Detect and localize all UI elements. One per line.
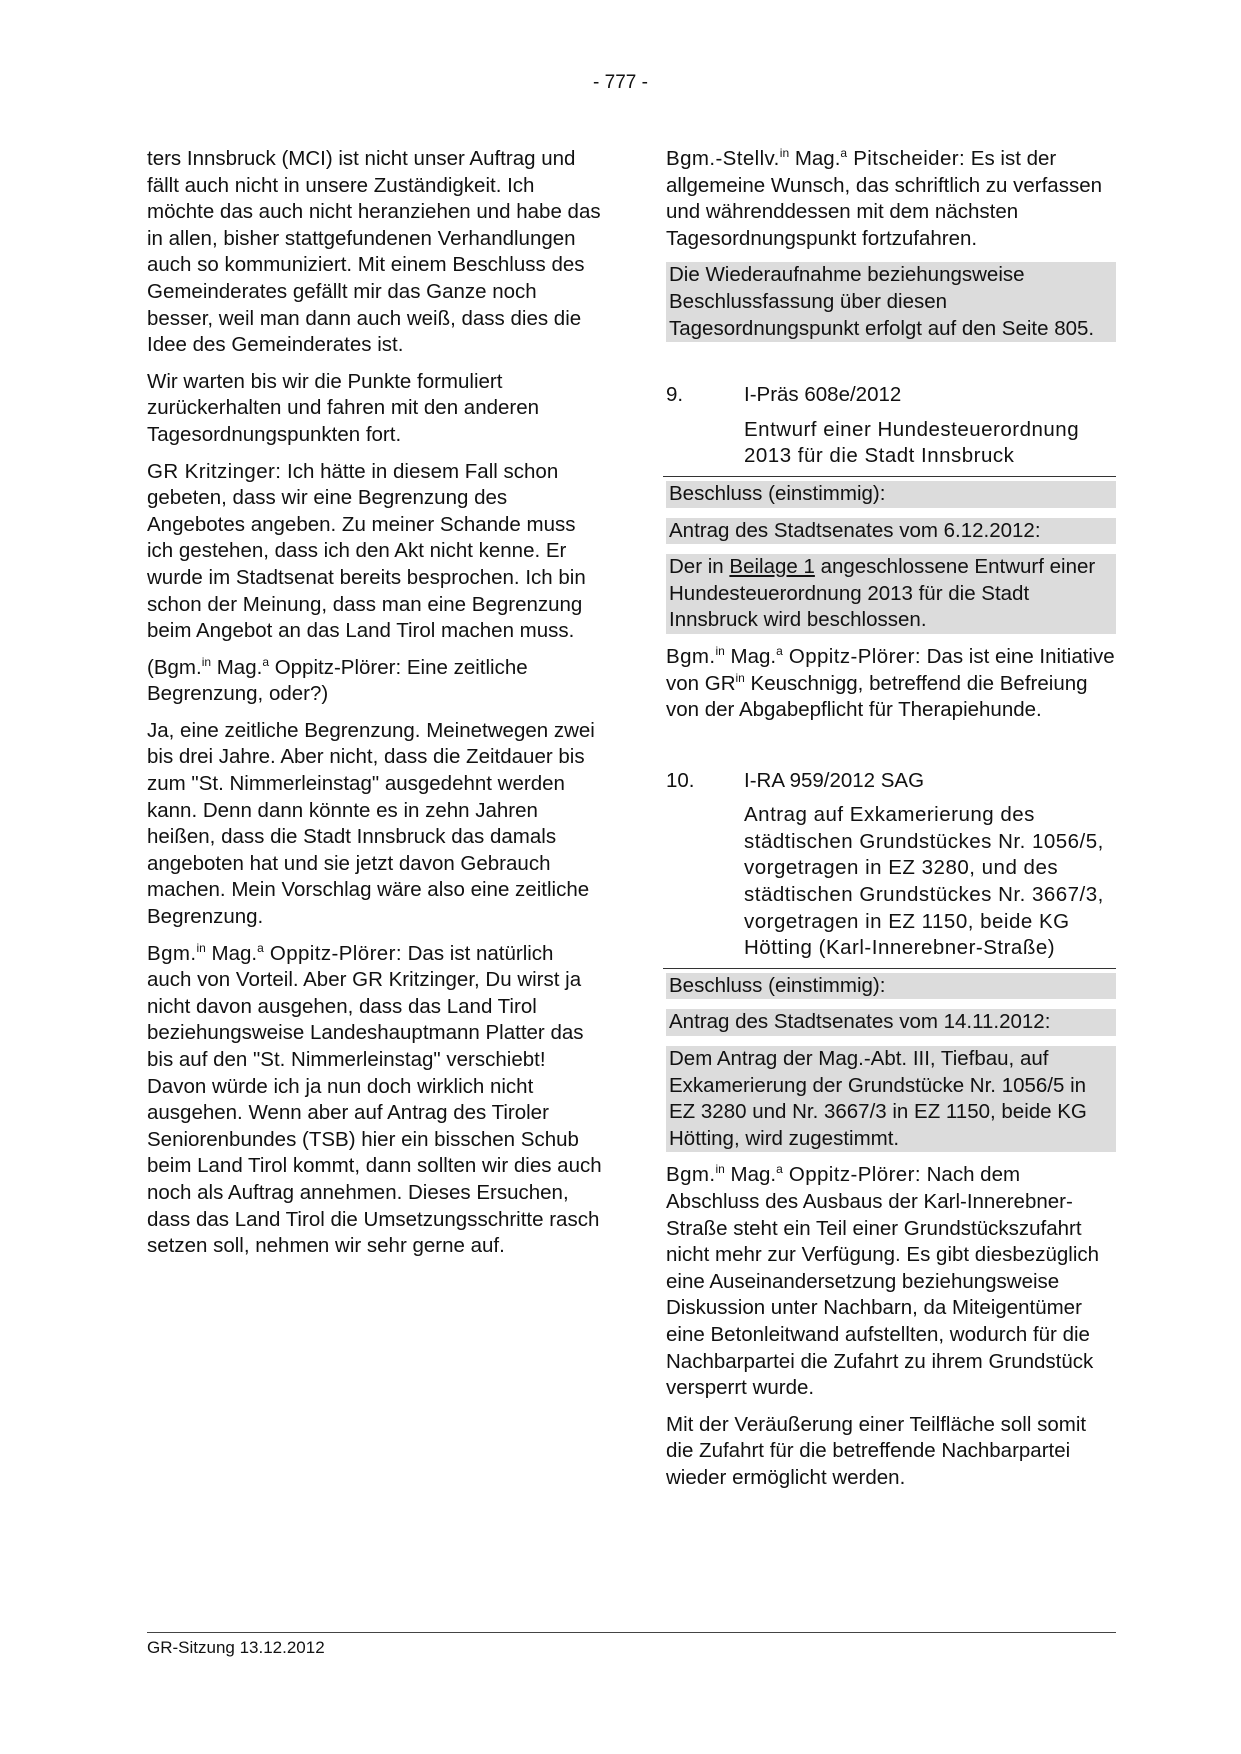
- paragraph: Bgm.$^{in}$ Mag.$^a$ Oppitz-Plörer: Das ist eine Initiative von $GR^{in}$ Keuschnigg, betreffend die Befreiung von der Abgabepflicht für Therapiehunde.: [666, 643, 1115, 722]
- paragraph: GR Kritzinger: Ich hätte in diesem Fall schon gebeten, dass wir eine Begrenzung des Angebotes angeben. Zu meiner Schande muss ich gestehen, dass ich den Akt nicht kenne. Er wurde im Stadtsenat bereits besprochen. Ich bin schon der Meinung, dass man eine Begrenzung beim Angebot an das Land Tirol machen muss.: [147, 459, 586, 643]
- resolution-label: Beschluss (einstimmig):: [666, 973, 1116, 1000]
- left-column: [147, 146, 602, 1270]
- speaker: GR Kritzinger:: [147, 459, 282, 483]
- divider: [663, 968, 1116, 969]
- speaker: Oppitz-Plörer:: [782, 1163, 921, 1187]
- speaker: Oppitz-Plörer:: [263, 941, 402, 965]
- footer: GR-Sitzung 13.12.2012: [147, 1638, 325, 1657]
- paragraph: Bgm.$^{in}$ Mag.$^a$ Oppitz-Plörer: Das ist natürlich auch von Vorteil. Aber GR Kritzinger, Du wirst ja nicht davon ausgehen, dass das Land Tirol beziehungsweise Landeshauptmann Platter das bis auf den "St. Nimmerleinstag" verschiebt! Davon würde ich ja nun doch wirklich nicht ausgehen. Wenn aber auf Antrag des Tiroler Seniorenbundes (TSB) hier ein bisschen Schub beim Land Tirol kommt, dann sollten wir dies auch noch als Auftrag annehmen. Dieses Ersuchen, dass das Land Tirol die Umsetzungsschritte rasch setzen soll, nehmen wir sehr gerne auf.: [147, 940, 602, 1258]
- item-number: 9.: [666, 383, 684, 407]
- paragraph: ters Innsbruck (MCI) ist nicht unser Auftrag und fällt auch nicht in unsere Zuständigkeit. Ich möchte das auch nicht heranziehen und habe das in allen, bisher stattgefundenen Verhandlungen auch so kommuniziert. Mit einem Beschluss des Gemeinderates gefällt mir das Ganze noch besser, weil man dann auch weiß, dass dies die Idee des Gemeinderates ist.: [147, 147, 601, 357]
- resolution-text: Der in Beilage 1 angeschlossene Entwurf einer Hundesteuerordnung 2013 für die Stadt Innsbruck wird beschlossen.: [666, 554, 1116, 634]
- paragraph: Wir warten bis wir die Punkte formuliert zurückerhalten und fahren mit den anderen Tagesordnungspunkten fort.: [147, 369, 540, 446]
- speaker: Pitscheider:: [847, 147, 966, 170]
- item-number: 10.: [666, 768, 695, 792]
- paragraph: Bgm.$^{in}$ Mag.$^a$ Oppitz-Plörer: Nach dem Abschluss des Ausbaus der Karl-Innerebner-Straße steht ein Teil einer Grundstückszufahrt nicht mehr zur Verfügung. Es gibt diesbezüglich eine Auseinandersetzung beziehungsweise Diskussion unter Nachbarn, da Miteigentümer eine Betonleitwand aufstellten, wodurch für die Nachbarpartei die Zufahrt zu ihrem Grundstück versperrt wurde.: [666, 1162, 1100, 1400]
- page-number: - 777 -: [593, 72, 648, 93]
- attachment-link: Beilage 1: [729, 555, 815, 579]
- resumption-note: Die Wiederaufnahme beziehungsweise Beschlussfassung über diesen Tagesordnungspunkt erfolgt auf den Seite 805.: [666, 262, 1116, 342]
- motion-label: Antrag des Stadtsenates vom 14.11.2012:: [666, 1009, 1116, 1036]
- resolution-text: Dem Antrag der Mag.-Abt. III, Tiefbau, auf Exkamerierung der Grundstücke Nr. 1056/5 in EZ 3280 und Nr. 3667/3 in EZ 1150, beide KG Hötting, wird zugestimmt.: [666, 1046, 1116, 1152]
- item-title: Entwurf einer Hundesteuerordnung 2013 für die Stadt Innsbruck: [744, 417, 1080, 468]
- item-title: Antrag auf Exkamerierung des städtischen Grundstückes Nr. 1056/5, vorgetragen in EZ 3280, und des städtischen Grundstückes Nr. 3667/3, vorgetragen in EZ 1150, beide KG Hötting (Karl-Innerebner-Straße): [744, 803, 1104, 960]
- footer-divider: [147, 1632, 1116, 1633]
- paragraph: Mit der Veräußerung einer Teilfläche soll somit die Zufahrt für die betreffende Nachbarpartei wieder ermöglicht werden.: [666, 1412, 1087, 1489]
- motion-label: Antrag des Stadtsenates vom 6.12.2012:: [666, 518, 1116, 545]
- divider: [663, 476, 1116, 477]
- right-column: [666, 146, 1116, 1502]
- paragraph: Bgm.-Stellv.$^{in}$ Mag.$^a$ Pitscheider: Es ist der allgemeine Wunsch, das schriftlich zu verfassen und währenddessen mit dem nächsten Tagesordnungspunkt fortzufahren.: [666, 146, 1103, 250]
- item-reference: I-RA 959/2012 SAG: [744, 768, 925, 792]
- item-reference: I-Präs 608e/2012: [744, 383, 902, 407]
- paragraph: Ja, eine zeitliche Begrenzung. Meinetwegen zwei bis drei Jahre. Aber nicht, dass die Zeitdauer bis zum "St. Nimmerleinstag" ausgedehnt werden kann. Denn dann könnte es in zehn Jahren heißen, dass die Stadt Innsbruck das damals angeboten hat und sie jetzt davon Gebrauch machen. Mein Vorschlag wäre also eine zeitliche Begrenzung.: [147, 718, 595, 929]
- agenda-item-9: [666, 382, 1116, 409]
- speaker: Oppitz-Plörer:: [782, 644, 921, 668]
- resolution-label: Beschluss (einstimmig):: [666, 481, 1116, 508]
- paragraph: (Bgm.$^{in}$ Mag.$^a$ Oppitz-Plörer: Eine zeitliche Begrenzung, oder?): [147, 654, 528, 706]
- agenda-item-10: [666, 768, 1116, 795]
